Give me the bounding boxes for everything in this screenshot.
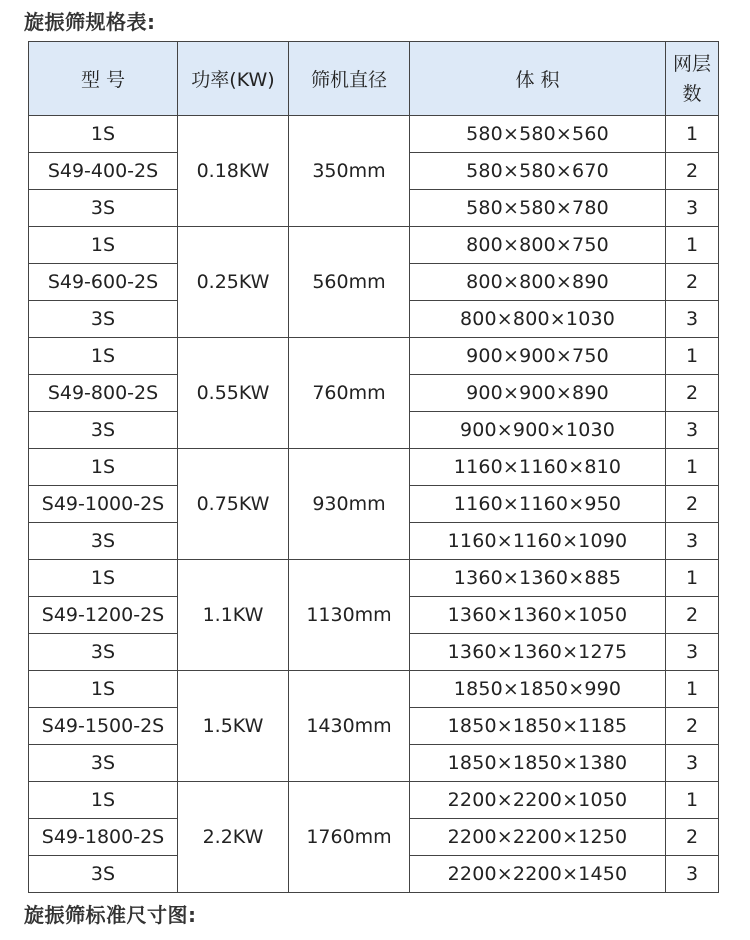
volume-cell: 800×800×890 [410, 264, 666, 301]
model-variant-cell: 1S [29, 338, 178, 375]
layers-cell: 1 [666, 782, 719, 819]
header-volume: 体 积 [410, 42, 666, 116]
volume-cell: 2200×2200×1250 [410, 819, 666, 856]
model-variant-cell: 1S [29, 227, 178, 264]
model-variant-cell: 3S [29, 745, 178, 782]
table-row [29, 671, 719, 708]
volume-cell: 1850×1850×1185 [410, 708, 666, 745]
layers-cell: 3 [666, 301, 719, 338]
table-row [29, 227, 719, 264]
spec-table-container [28, 41, 718, 893]
layers-cell: 3 [666, 634, 719, 671]
model-cell: S49-1500-2S [29, 708, 178, 745]
volume-cell: 1850×1850×1380 [410, 745, 666, 782]
model-variant-cell: 3S [29, 856, 178, 893]
model-cell: S49-600-2S [29, 264, 178, 301]
layers-cell: 2 [666, 375, 719, 412]
model-cell: S49-800-2S [29, 375, 178, 412]
layers-cell: 3 [666, 523, 719, 560]
model-variant-cell: 3S [29, 190, 178, 227]
layers-cell: 3 [666, 745, 719, 782]
table-header-row [29, 42, 719, 116]
volume-cell: 900×900×1030 [410, 412, 666, 449]
volume-cell: 900×900×750 [410, 338, 666, 375]
volume-cell: 800×800×750 [410, 227, 666, 264]
diameter-cell: 760mm [289, 338, 410, 449]
model-variant-cell: 3S [29, 634, 178, 671]
layers-cell: 2 [666, 153, 719, 190]
table-body [29, 116, 719, 893]
layers-cell: 2 [666, 819, 719, 856]
model-variant-cell: 1S [29, 116, 178, 153]
model-variant-cell: 1S [29, 782, 178, 819]
power-cell: 0.18KW [178, 116, 289, 227]
model-variant-cell: 1S [29, 449, 178, 486]
model-variant-cell: 1S [29, 671, 178, 708]
layers-cell: 2 [666, 264, 719, 301]
volume-cell: 1160×1160×810 [410, 449, 666, 486]
table-row [29, 116, 719, 153]
diameter-cell: 350mm [289, 116, 410, 227]
power-cell: 0.75KW [178, 449, 289, 560]
model-cell: S49-1800-2S [29, 819, 178, 856]
power-cell: 1.5KW [178, 671, 289, 782]
volume-cell: 1360×1360×885 [410, 560, 666, 597]
volume-cell: 900×900×890 [410, 375, 666, 412]
model-variant-cell: 3S [29, 412, 178, 449]
table-row [29, 449, 719, 486]
model-variant-cell: 3S [29, 301, 178, 338]
power-cell: 0.25KW [178, 227, 289, 338]
header-layers-line2: 数 [682, 82, 702, 105]
layers-cell: 3 [666, 412, 719, 449]
diameter-cell: 1430mm [289, 671, 410, 782]
diameter-cell: 1130mm [289, 560, 410, 671]
header-layers-line1: 网层 [672, 52, 711, 75]
layers-cell: 1 [666, 338, 719, 375]
volume-cell: 2200×2200×1050 [410, 782, 666, 819]
layers-cell: 2 [666, 486, 719, 523]
header-diameter: 筛机直径 [289, 42, 410, 116]
layers-cell: 1 [666, 227, 719, 264]
spec-table [28, 41, 719, 893]
volume-cell: 1160×1160×950 [410, 486, 666, 523]
layers-cell: 3 [666, 190, 719, 227]
volume-cell: 2200×2200×1450 [410, 856, 666, 893]
diameter-cell: 560mm [289, 227, 410, 338]
model-cell: S49-1200-2S [29, 597, 178, 634]
layers-cell: 1 [666, 560, 719, 597]
volume-cell: 1360×1360×1275 [410, 634, 666, 671]
model-variant-cell: 1S [29, 560, 178, 597]
volume-cell: 1850×1850×990 [410, 671, 666, 708]
table-row [29, 782, 719, 819]
layers-cell: 3 [666, 856, 719, 893]
power-cell: 1.1KW [178, 560, 289, 671]
section-title: 旋振筛标准尺寸图: [24, 903, 197, 927]
model-cell: S49-400-2S [29, 153, 178, 190]
volume-cell: 1160×1160×1090 [410, 523, 666, 560]
layers-cell: 2 [666, 597, 719, 634]
power-cell: 2.2KW [178, 782, 289, 893]
header-power: 功率(KW) [178, 42, 289, 116]
page-title: 旋振筛规格表: [24, 10, 156, 34]
power-cell: 0.55KW [178, 338, 289, 449]
layers-cell: 1 [666, 116, 719, 153]
volume-cell: 580×580×670 [410, 153, 666, 190]
table-row [29, 338, 719, 375]
model-cell: S49-1000-2S [29, 486, 178, 523]
diameter-cell: 1760mm [289, 782, 410, 893]
layers-cell: 1 [666, 671, 719, 708]
header-model: 型 号 [29, 42, 178, 116]
volume-cell: 1360×1360×1050 [410, 597, 666, 634]
layers-cell: 1 [666, 449, 719, 486]
volume-cell: 580×580×560 [410, 116, 666, 153]
volume-cell: 800×800×1030 [410, 301, 666, 338]
layers-cell: 2 [666, 708, 719, 745]
header-layers [666, 42, 719, 116]
table-row [29, 560, 719, 597]
model-variant-cell: 3S [29, 523, 178, 560]
diameter-cell: 930mm [289, 449, 410, 560]
volume-cell: 580×580×780 [410, 190, 666, 227]
